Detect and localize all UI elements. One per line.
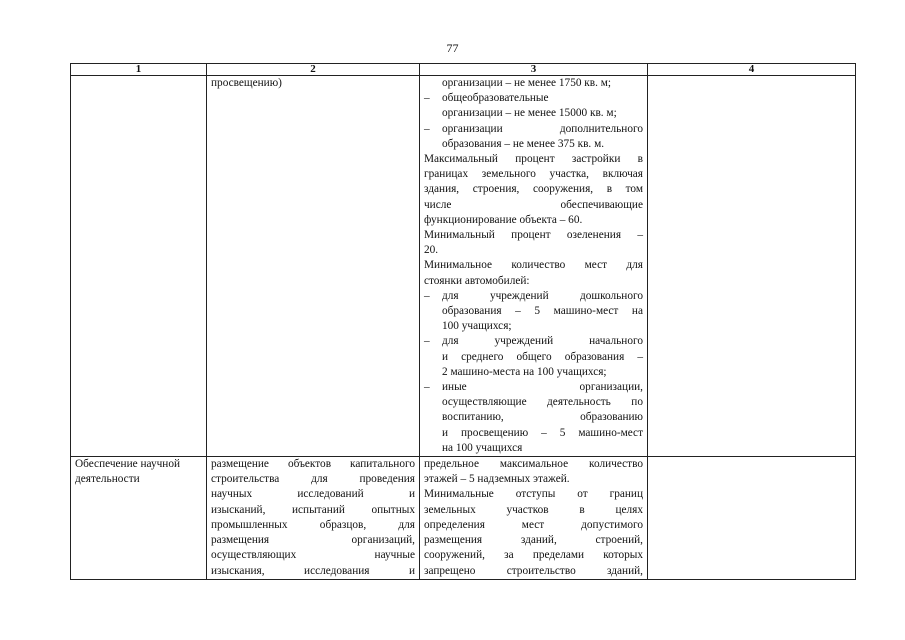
row1-col4 xyxy=(648,76,856,457)
list-item xyxy=(424,91,643,106)
row2-col3-line: предельное максимальное количество xyxy=(424,458,643,471)
row2-col2-line: промышленных образцов, для xyxy=(211,518,415,531)
list-item xyxy=(424,380,643,395)
text-line: 2 машино-места на 100 учащихся; xyxy=(442,365,607,378)
list-dash-icon: – xyxy=(424,122,430,135)
text-line: 100 учащихся; xyxy=(442,320,512,333)
text-line: осуществляющие деятельность по xyxy=(442,396,643,409)
row2-col3-line: этажей – 5 надземных этажей. xyxy=(424,473,570,486)
row2-col2-line: осуществляющих научные xyxy=(211,549,415,562)
text-line: на 100 учащихся xyxy=(442,441,523,454)
list-dash-icon: – xyxy=(424,381,430,394)
regulations-table xyxy=(70,63,856,580)
list-item-text: организации дополнительного xyxy=(442,122,643,135)
page-number: 77 xyxy=(446,41,459,55)
row2-col2-line: научных исследований и xyxy=(211,488,415,501)
header-col-4: 4 xyxy=(648,64,856,76)
row2-col3-line: земельных участков в целях xyxy=(424,503,643,516)
row1-col2 xyxy=(207,76,420,457)
row2-col2-line: строительства для проведения xyxy=(211,473,415,486)
text-line: Минимальное количество мест для xyxy=(424,259,643,272)
text-line: границах земельного участка, включая xyxy=(424,168,643,181)
row2-col2-line: размещения организаций, xyxy=(211,534,415,547)
row2-col3-line: сооружений, за пределами которых xyxy=(424,549,643,562)
list-item xyxy=(424,122,643,137)
list-dash-icon: – xyxy=(424,289,430,302)
text-line: числе обеспечивающие xyxy=(424,198,643,211)
row2-col2-line: размещение объектов капитального xyxy=(211,458,415,471)
list-dash-icon: – xyxy=(424,335,430,348)
text-line: образования – не менее 375 кв. м. xyxy=(442,137,605,150)
text-line: 20. xyxy=(424,244,439,257)
list-item-text: иные организации, xyxy=(442,381,643,394)
text-line: организации – не менее 1750 кв. м; xyxy=(442,77,612,89)
text-line: организации – не менее 15000 кв. м; xyxy=(442,107,617,120)
list-item-text: для учреждений дошкольного xyxy=(442,289,643,302)
header-row xyxy=(71,64,856,76)
row1-col2-text: просвещению) xyxy=(211,77,282,89)
row1-col1 xyxy=(71,76,207,457)
list-item xyxy=(424,334,643,349)
text-line: Максимальный процент застройки в xyxy=(424,153,643,166)
text-line: функционирование объекта – 60. xyxy=(424,213,583,226)
text-line: воспитанию, образованию xyxy=(442,411,643,424)
row2-col1-line: Обеспечение научной xyxy=(75,458,181,471)
row2-col1 xyxy=(71,457,207,580)
row2-col3-line: Минимальные отступы от границ xyxy=(424,488,643,501)
row2-col3-line: размещения зданий, строений, xyxy=(424,534,643,547)
header-col-3: 3 xyxy=(420,64,648,76)
row2-col2-line: изысканий, испытаний опытных xyxy=(211,503,415,516)
text-line: образования – 5 машино-мест на xyxy=(442,305,643,318)
row2-col4 xyxy=(648,457,856,580)
row2-col3-line: определения мест допустимого xyxy=(424,518,643,531)
list-item-text: для учреждений начального xyxy=(442,335,643,348)
text-line: и просвещению – 5 машино-мест xyxy=(442,426,643,439)
header-col-2: 2 xyxy=(207,64,420,76)
text-line: стоянки автомобилей: xyxy=(424,274,530,287)
text-line: здания, строения, сооружения, в том xyxy=(424,183,643,196)
table-row xyxy=(71,76,856,457)
list-item-text: общеобразовательные xyxy=(442,92,549,105)
row2-col2 xyxy=(207,457,420,580)
text-line: и среднего общего образования – xyxy=(442,350,643,363)
list-item xyxy=(424,289,643,304)
header-col-1: 1 xyxy=(71,64,207,76)
text-line: Минимальный процент озеленения – xyxy=(424,229,643,242)
list-dash-icon: – xyxy=(424,92,430,105)
row2-col2-line: изыскания, исследования и xyxy=(211,564,415,577)
table-row xyxy=(71,457,856,580)
row2-col3 xyxy=(420,457,648,580)
row2-col3-line: запрещено строительство зданий, xyxy=(424,564,643,577)
row1-col3 xyxy=(420,76,648,457)
row2-col1-line: деятельности xyxy=(75,473,140,486)
